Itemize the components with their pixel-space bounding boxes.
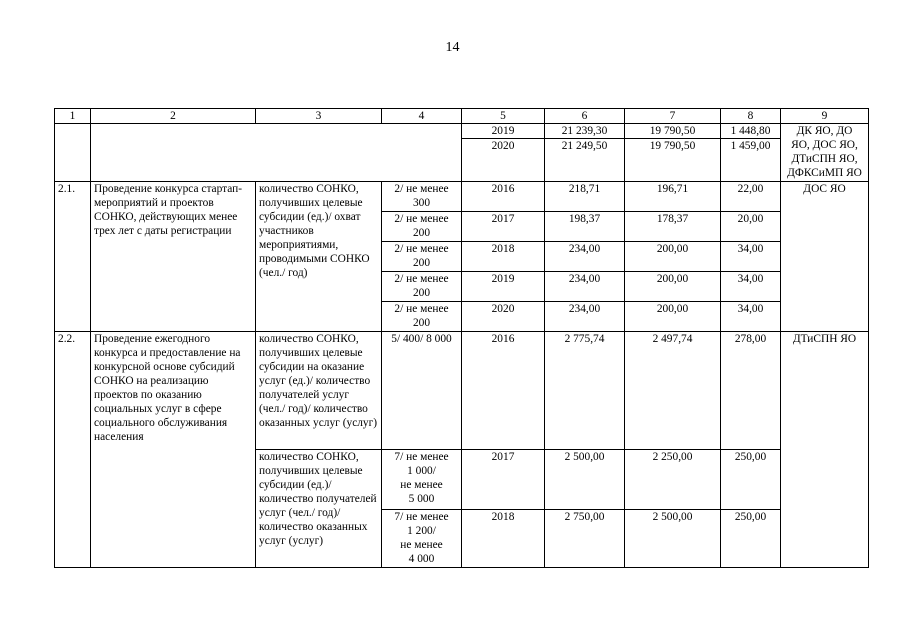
target-cell: 2/ не менее 300 xyxy=(382,182,462,212)
item-indicator: количество СОНКО, получивших целевые субсидии на оказание услуг (ед.)/ количество получателей услуг (чел./ год)/ количество оказанных услуг (услуг) xyxy=(256,332,382,450)
total-cell: 234,00 xyxy=(545,242,625,272)
other-cell: 20,00 xyxy=(721,212,781,242)
other-cell: 34,00 xyxy=(721,272,781,302)
other-cell: 250,00 xyxy=(721,450,781,510)
table-row xyxy=(55,332,869,450)
year-cell: 2018 xyxy=(462,242,545,272)
other-cell: 250,00 xyxy=(721,510,781,568)
item-name: Проведение конкурса стартап-мероприятий и проектов СОНКО, действующих менее трех лет с даты регистрации xyxy=(91,182,256,332)
regional-cell: 2 500,00 xyxy=(625,510,721,568)
regional-cell: 2 497,74 xyxy=(625,332,721,450)
total-cell: 198,37 xyxy=(545,212,625,242)
col-header: 1 xyxy=(55,109,91,124)
program-table xyxy=(54,108,869,568)
item-name: Проведение ежегодного конкурса и предоставление на конкурсной основе субсидий СОНКО на реализацию проектов по оказанию социальных услуг в сфере социального обслуживания населения xyxy=(91,332,256,568)
other-cell: 22,00 xyxy=(721,182,781,212)
other-cell: 278,00 xyxy=(721,332,781,450)
total-cell: 2 750,00 xyxy=(545,510,625,568)
item-indicator: количество СОНКО, получивших целевые субсидии (ед.)/ количество получателей услуг (чел./ год)/ количество оказанных услуг (услуг) xyxy=(256,450,382,568)
other-cell: 1 459,00 xyxy=(721,139,781,182)
other-cell: 1 448,80 xyxy=(721,124,781,139)
col-header: 7 xyxy=(625,109,721,124)
year-cell: 2020 xyxy=(462,302,545,332)
regional-cell: 19 790,50 xyxy=(625,139,721,182)
regional-cell: 178,37 xyxy=(625,212,721,242)
regional-cell: 200,00 xyxy=(625,302,721,332)
year-cell: 2016 xyxy=(462,182,545,212)
regional-cell: 200,00 xyxy=(625,272,721,302)
column-number-row xyxy=(55,109,869,124)
col-header: 5 xyxy=(462,109,545,124)
summary-row xyxy=(55,124,869,139)
year-cell: 2016 xyxy=(462,332,545,450)
other-cell: 34,00 xyxy=(721,302,781,332)
other-cell: 34,00 xyxy=(721,242,781,272)
col-header: 2 xyxy=(91,109,256,124)
col-header: 6 xyxy=(545,109,625,124)
executor-cell: ДТиСПН ЯО xyxy=(781,332,869,568)
total-cell: 2 775,74 xyxy=(545,332,625,450)
table-row xyxy=(55,182,869,212)
regional-cell: 19 790,50 xyxy=(625,124,721,139)
page-number: 14 xyxy=(445,40,460,55)
executor-cell: ДОС ЯО xyxy=(781,182,869,332)
total-cell: 2 500,00 xyxy=(545,450,625,510)
target-cell: 2/ не менее 200 xyxy=(382,302,462,332)
total-cell: 218,71 xyxy=(545,182,625,212)
item-number: 2.1. xyxy=(55,182,91,332)
total-cell: 234,00 xyxy=(545,272,625,302)
total-cell: 21 249,50 xyxy=(545,139,625,182)
col-header: 9 xyxy=(781,109,869,124)
year-cell: 2017 xyxy=(462,212,545,242)
empty-cell xyxy=(91,124,462,182)
total-cell: 234,00 xyxy=(545,302,625,332)
target-cell: 7/ не менее 1 000/ не менее 5 000 xyxy=(382,450,462,510)
total-cell: 21 239,30 xyxy=(545,124,625,139)
col-header: 4 xyxy=(382,109,462,124)
year-cell: 2017 xyxy=(462,450,545,510)
col-header: 8 xyxy=(721,109,781,124)
item-number: 2.2. xyxy=(55,332,91,568)
year-cell: 2018 xyxy=(462,510,545,568)
year-cell: 2020 xyxy=(462,139,545,182)
regional-cell: 196,71 xyxy=(625,182,721,212)
target-cell: 5/ 400/ 8 000 xyxy=(382,332,462,450)
regional-cell: 2 250,00 xyxy=(625,450,721,510)
target-cell: 2/ не менее 200 xyxy=(382,272,462,302)
target-cell: 2/ не менее 200 xyxy=(382,212,462,242)
regional-cell: 200,00 xyxy=(625,242,721,272)
col-header: 3 xyxy=(256,109,382,124)
target-cell: 7/ не менее 1 200/ не менее 4 000 xyxy=(382,510,462,568)
year-cell: 2019 xyxy=(462,272,545,302)
empty-cell xyxy=(55,124,91,182)
item-indicator: количество СОНКО, получивших целевые субсидии (ед.)/ охват участников мероприятиями, проводимыми СОНКО (чел./ год) xyxy=(256,182,382,332)
executor-cell: ДК ЯО, ДО ЯО, ДОС ЯО, ДТиСПН ЯО, ДФКСиМП ЯО xyxy=(781,124,869,182)
target-cell: 2/ не менее 200 xyxy=(382,242,462,272)
year-cell: 2019 xyxy=(462,124,545,139)
